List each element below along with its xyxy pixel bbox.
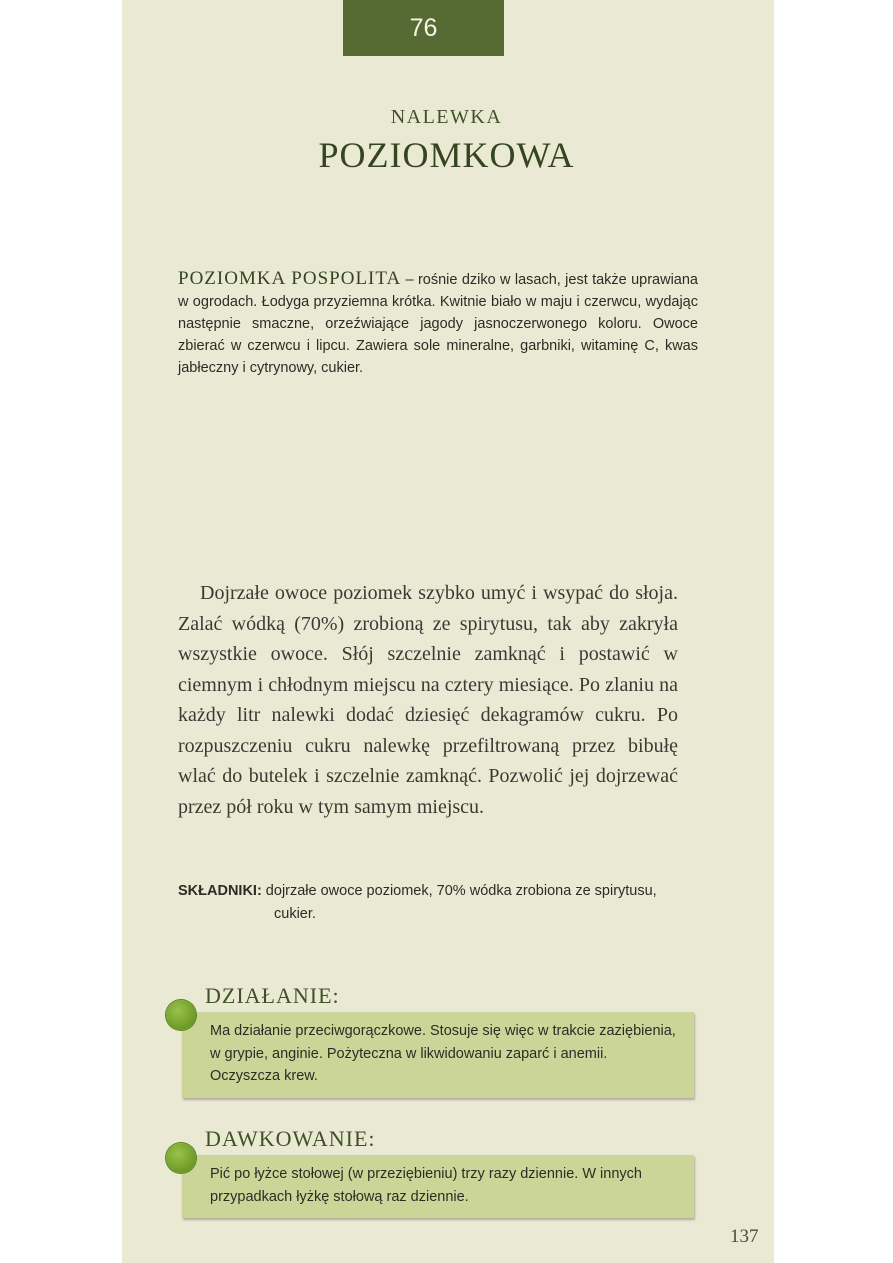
ingredients-paragraph: [178, 880, 698, 926]
ingredients-text: dojrzałe owoce poziomek, 70% wódka zrobiona ze spirytusu, cukier.: [261, 883, 657, 922]
page-title: POZIOMKOWA: [318, 135, 575, 175]
intro-text: – rośnie dziko w lasach, jest także uprawiana w ogrodach. Łodyga przyziemna krótka. Kwitnie biało w maju i czerwcu, wydając następnie smaczne, orzeźwiające jagody jasnoczerwonego koloru. Owoce zbierać w czerwcu i lipcu. Zawiera sole mineralne, garbniki, witaminę C, kwas jabłeczny i cytrynowy, cukier.: [178, 272, 698, 376]
folio-number: 137: [730, 1226, 759, 1247]
action-box: Ma działanie przeciwgorączkowe. Stosuje się więc w trakcie zaziębienia, w grypie, anginie. Pożyteczna w likwidowaniu zaparć i anemii. Oczyszcza krew.: [182, 1012, 694, 1098]
action-heading: DZIAŁANIE:: [205, 983, 340, 1008]
intro-paragraph: [178, 268, 698, 379]
page-number: 76: [409, 13, 438, 42]
recipe-paragraph: Dojrzałe owoce poziomek szybko umyć i wsypać do słoja. Zalać wódką (70%) zrobioną ze spirytusu, tak aby zakryła wszystkie owoce. Słój szczelnie zamknąć i postawić w ciemnym i chłodnym miejscu na cztery miesiące. Po zlaniu na każdy litr nalewki dodać dziesięć dekagramów cukru. Po rozpuszczeniu cukru nalewkę przefiltrowaną przez bibułę wlać do butelek i szczelnie zamknąć. Pozwolić jej dojrzewać przez pół roku w tym samym miejscu.: [178, 582, 678, 818]
page-number-badge: [343, 0, 504, 56]
title-small: NALEWKA: [390, 106, 503, 128]
dosage-box: Pić po łyżce stołowej (w przeziębieniu) trzy razy dziennie. W innych przypadkach łyżkę stołową raz dziennie.: [182, 1155, 694, 1218]
green-bullet-icon: [166, 1143, 196, 1173]
green-bullet-icon: [166, 1000, 196, 1030]
dosage-heading: DAWKOWANIE:: [205, 1126, 376, 1151]
intro-lead: POZIOMKA POSPOLITA: [178, 268, 402, 289]
ingredients-label: SKŁADNIKI:: [178, 883, 262, 899]
